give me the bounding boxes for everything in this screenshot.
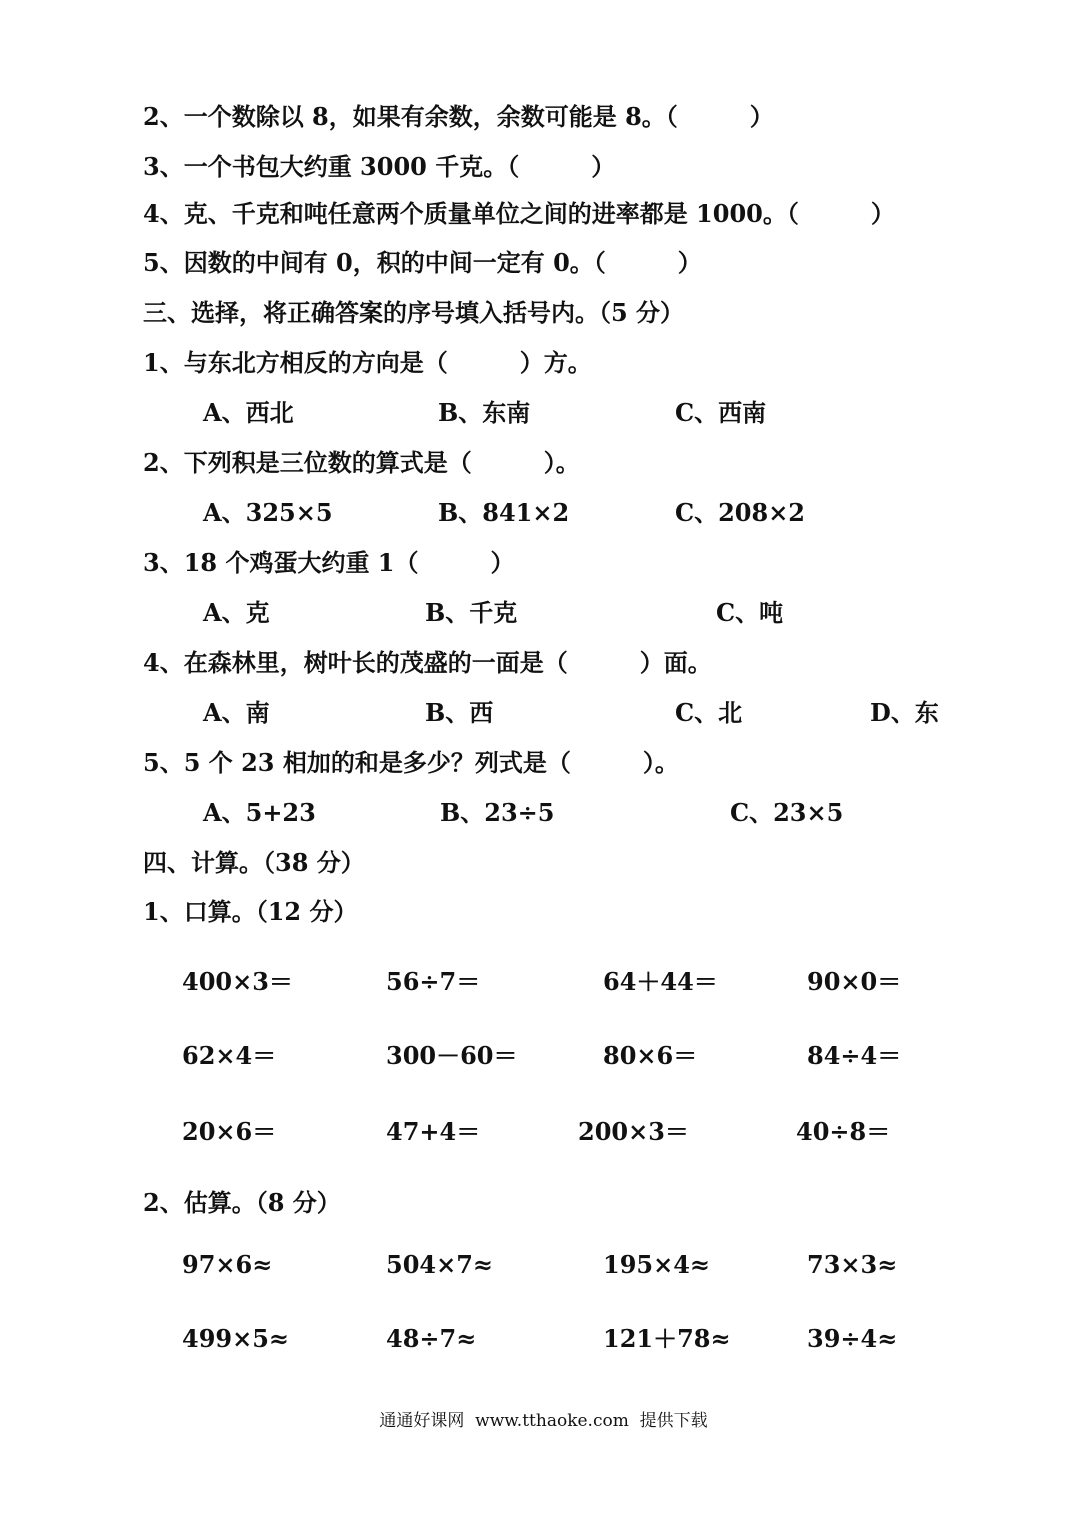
oral-calc-item: 200×3＝ xyxy=(578,1117,689,1146)
oral-calc-title: 1、口算。（12 分） xyxy=(143,897,358,926)
q2-option-a: A、325×5 xyxy=(203,498,333,527)
q5-option-b: B、23÷5 xyxy=(440,798,555,827)
q1-option-c: C、西南 xyxy=(675,398,767,427)
oral-calc-item: 64＋44＝ xyxy=(603,967,718,996)
page-footer: 通通好课网 www.tthaoke.com 提供下载 xyxy=(379,1411,708,1431)
q3-option-a: A、克 xyxy=(203,598,270,627)
estimate-item: 73×3≈ xyxy=(807,1250,898,1279)
oral-calc-item: 90×0＝ xyxy=(807,967,902,996)
choice-question-4: 4、在森林里，树叶长的茂盛的一面是（ ）面。 xyxy=(143,648,712,677)
choice-question-5: 5、5 个 23 相加的和是多少？列式是（ ）。 xyxy=(143,748,679,777)
choice-question-2: 2、下列积是三位数的算式是（ ）。 xyxy=(143,448,580,477)
estimate-title: 2、估算。（8 分） xyxy=(143,1188,341,1217)
q5-option-c: C、23×5 xyxy=(730,798,844,827)
q2-option-b: B、841×2 xyxy=(438,498,570,527)
q4-option-c: C、北 xyxy=(675,698,743,727)
section3-title: 三、选择，将正确答案的序号填入括号内。（5 分） xyxy=(143,298,685,327)
estimate-item: 504×7≈ xyxy=(386,1250,494,1279)
judge-item-2: 2、一个数除以 8，如果有余数，余数可能是 8。（ ） xyxy=(143,102,774,131)
oral-calc-item: 40÷8＝ xyxy=(796,1117,891,1146)
estimate-item: 121＋78≈ xyxy=(603,1324,731,1353)
estimate-item: 499×5≈ xyxy=(182,1324,290,1353)
estimate-item: 39÷4≈ xyxy=(807,1324,898,1353)
estimate-item: 48÷7≈ xyxy=(386,1324,477,1353)
oral-calc-item: 62×4＝ xyxy=(182,1041,277,1070)
q4-option-b: B、西 xyxy=(425,698,494,727)
oral-calc-item: 84÷4＝ xyxy=(807,1041,902,1070)
choice-question-1: 1、与东北方相反的方向是（ ）方。 xyxy=(143,348,592,377)
q3-option-b: B、千克 xyxy=(425,598,518,627)
q5-option-a: A、5+23 xyxy=(203,798,316,827)
q4-option-d: D、东 xyxy=(870,698,939,727)
oral-calc-item: 400×3＝ xyxy=(182,967,293,996)
choice-question-3: 3、18 个鸡蛋大约重 1（ ） xyxy=(143,548,515,577)
q4-option-a: A、南 xyxy=(203,698,270,727)
q3-option-c: C、吨 xyxy=(716,598,784,627)
oral-calc-item: 56÷7＝ xyxy=(386,967,481,996)
section4-title: 四、计算。（38 分） xyxy=(143,848,365,877)
oral-calc-item: 47+4＝ xyxy=(386,1117,481,1146)
oral-calc-item: 300－60＝ xyxy=(386,1041,518,1070)
estimate-item: 195×4≈ xyxy=(603,1250,711,1279)
q1-option-a: A、西北 xyxy=(203,398,294,427)
judge-item-4: 4、克、千克和吨任意两个质量单位之间的进率都是 1000。（ ） xyxy=(143,199,895,228)
judge-item-5: 5、因数的中间有 0，积的中间一定有 0。（ ） xyxy=(143,248,702,277)
judge-item-3: 3、一个书包大约重 3000 千克。（ ） xyxy=(143,152,616,181)
oral-calc-item: 20×6＝ xyxy=(182,1117,277,1146)
q1-option-b: B、东南 xyxy=(438,398,531,427)
q2-option-c: C、208×2 xyxy=(675,498,806,527)
oral-calc-item: 80×6＝ xyxy=(603,1041,698,1070)
estimate-item: 97×6≈ xyxy=(182,1250,273,1279)
